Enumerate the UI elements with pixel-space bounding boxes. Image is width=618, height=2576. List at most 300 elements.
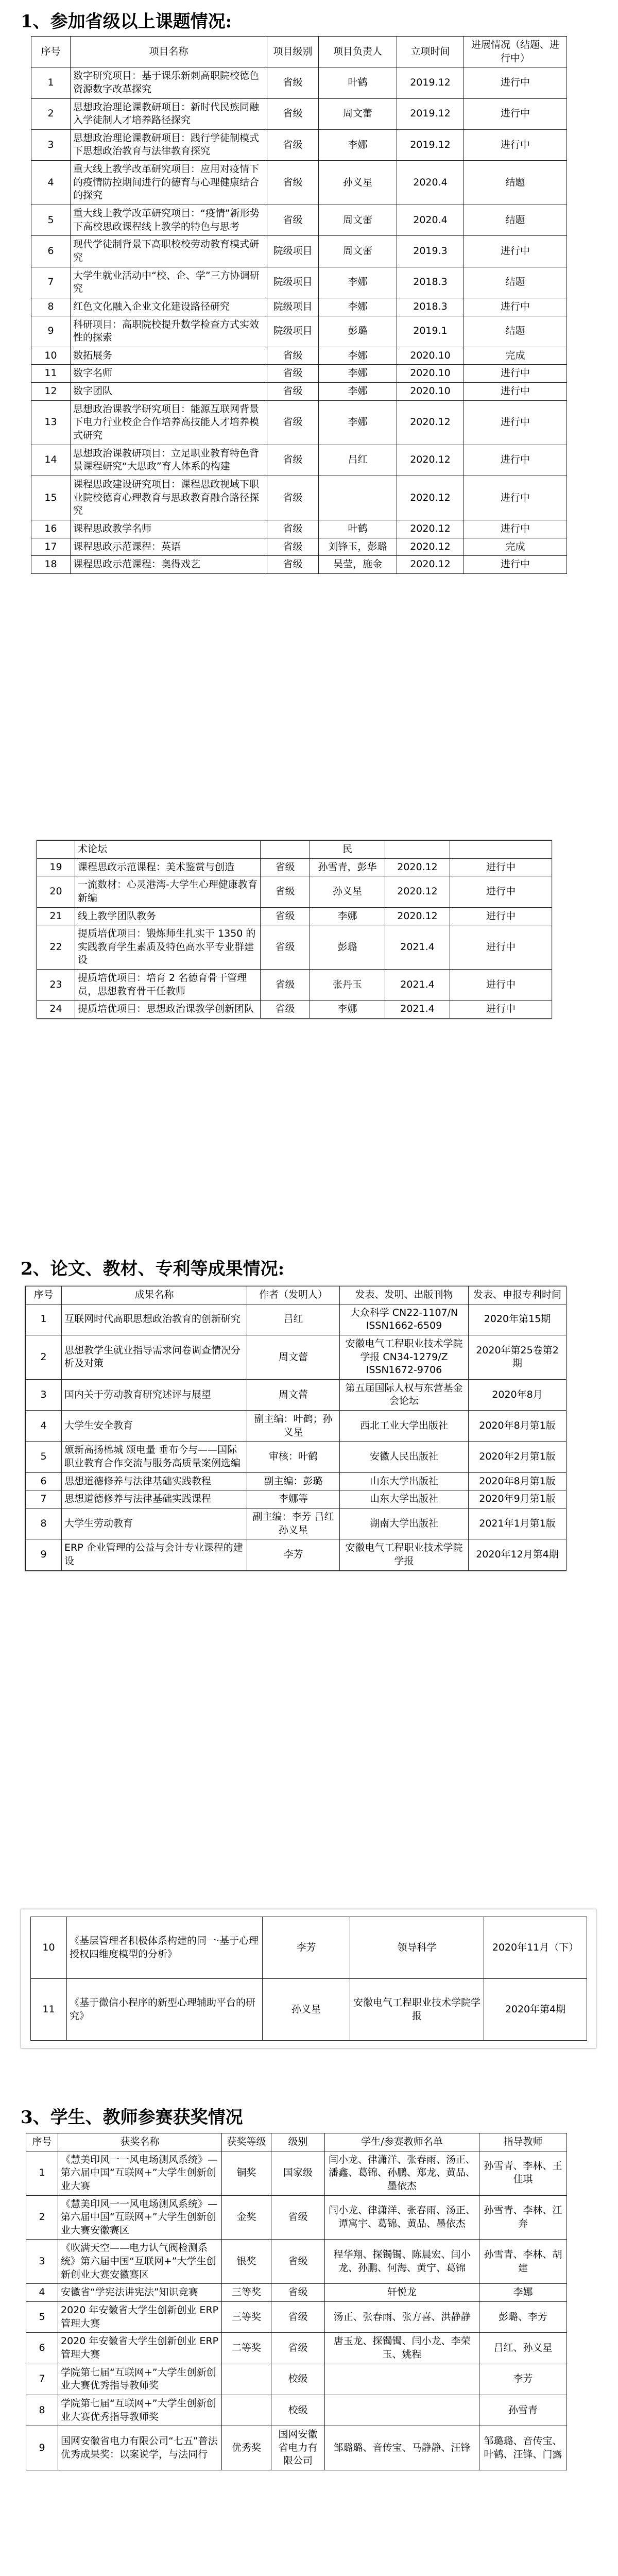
table-row (26, 1472, 566, 1490)
table-cell: 2021.4 (385, 970, 450, 1001)
table-row (31, 161, 567, 205)
table-cell: 省级 (261, 876, 310, 907)
table-cell (319, 476, 397, 520)
table-cell: 课程思政示范课程：美术鉴赏与创造 (75, 858, 261, 876)
table-row (26, 2302, 567, 2333)
table-row (26, 1335, 566, 1379)
table-header-row (31, 37, 567, 67)
column-header: 获奖等级 (222, 2133, 271, 2151)
table-cell: 课程思政建设研究项目：课程思政视域下职业院校德育心理教育与思政教育融合路径探究 (71, 476, 267, 520)
table-cell: 省级 (261, 907, 310, 925)
achievements-table-part-1 (25, 1285, 566, 1571)
table-row (31, 400, 567, 445)
table-cell: 周文蕾 (319, 236, 397, 267)
table-cell: 2020.12 (397, 400, 464, 445)
table-cell: 2020年第15期 (469, 1304, 566, 1335)
table-cell: ERP 企业管理的公益与会计专业课程的建设 (62, 1539, 247, 1570)
table-header-row (26, 1286, 566, 1304)
table-cell: 思想政治理论课教研项目：践行学徒制模式下思想政治教育与法律教育探究 (71, 129, 267, 160)
table-row (37, 841, 552, 859)
table-cell: 李娜 (319, 267, 397, 298)
table-cell: 西北工业大学出版社 (340, 1411, 469, 1442)
table-cell: 思想道德修养与法律基础实践课程 (62, 1490, 247, 1509)
table-row (26, 2240, 567, 2284)
table-cell: 2020年11月（下） (484, 1917, 587, 1979)
table-cell: 2020.10 (397, 347, 464, 365)
table-cell: 8 (26, 1508, 62, 1539)
table-cell: 2020.12 (397, 520, 464, 538)
table-cell: 8 (26, 2395, 58, 2426)
table-cell: 李芳 (479, 2364, 567, 2395)
table-cell: 校级 (271, 2395, 325, 2426)
table-cell: 李娜 (310, 907, 385, 925)
table-cell: 省级 (261, 970, 310, 1001)
table-cell: 院级项目 (267, 316, 319, 347)
table-cell: 周文蕾 (247, 1335, 340, 1379)
table-cell: 进行中 (464, 445, 567, 476)
table-cell: 副主编：叶鹤；孙义星 (247, 1411, 340, 1442)
table-cell: 孙雪青、李林、王佳琪 (479, 2151, 567, 2195)
table-cell: 彭璐 (319, 316, 397, 347)
table-cell: 二等奖 (222, 2333, 271, 2364)
table-cell: 4 (26, 2284, 58, 2302)
table-cell: 李娜 (319, 129, 397, 160)
table-cell: 院级项目 (267, 298, 319, 316)
table-cell: 数字名师 (71, 365, 267, 383)
table-cell: 三等奖 (222, 2302, 271, 2333)
table-cell: 课程思政示范课程：奥得戏艺 (71, 556, 267, 574)
column-header: 获奖名称 (58, 2133, 222, 2151)
table-row (37, 876, 552, 907)
column-header: 项目负责人 (319, 37, 397, 67)
table-cell: 省级 (267, 161, 319, 205)
table-cell: 16 (31, 520, 71, 538)
table-cell: 进行中 (450, 876, 552, 907)
table-cell: 2018.3 (397, 267, 464, 298)
table-cell: 线上教学团队教务 (75, 907, 261, 925)
table-cell: 孙义星 (263, 1979, 350, 2041)
table-cell: 2020年2月第1版 (469, 1442, 566, 1472)
table-row (31, 383, 567, 401)
column-header: 级别 (271, 2133, 325, 2151)
table-cell: 大众科学 CN22-1107/N ISSN1662-6509 (340, 1304, 469, 1335)
table-cell: 孙雪青，彭华 (310, 858, 385, 876)
table-cell: 省级 (267, 347, 319, 365)
table-row (26, 1508, 566, 1539)
table-cell: 术论坛 (75, 841, 261, 859)
table-row (31, 129, 567, 160)
table-cell: 民 (310, 841, 385, 859)
table-cell: 提质培优项目：培育 2 名德育骨干管理员，思想教育骨干任教师 (75, 970, 261, 1001)
table-cell: 进行中 (464, 98, 567, 129)
table-row (31, 538, 567, 556)
table-cell: 省级 (271, 2333, 325, 2364)
table-cell: 完成 (464, 347, 567, 365)
table-cell: 进行中 (450, 970, 552, 1001)
table-cell: 学院第七届“互联网+”大学生创新创业大赛优秀指导教师奖 (58, 2395, 222, 2426)
table-cell: 彭璐、李芳 (479, 2302, 567, 2333)
table-row (31, 205, 567, 236)
table-cell (261, 841, 310, 859)
table-cell: 2019.12 (397, 129, 464, 160)
table-cell: 完成 (464, 538, 567, 556)
column-header: 项目名称 (71, 37, 267, 67)
column-header: 立项时间 (397, 37, 464, 67)
table-cell: 1 (26, 2151, 58, 2195)
table-cell: 2020.12 (397, 538, 464, 556)
table-cell: 副主编：彭璐 (247, 1472, 340, 1490)
table-cell: 2020年8月第1版 (469, 1411, 566, 1442)
table-cell: 2020年12月第4期 (469, 1539, 566, 1570)
table-row (31, 98, 567, 129)
table-cell: 山东大学出版社 (340, 1472, 469, 1490)
table-cell: 14 (31, 445, 71, 476)
table-row (26, 1442, 566, 1472)
table-cell: 红色文化融入企业文化建设路径研究 (71, 298, 267, 316)
table-cell: 10 (31, 1917, 67, 1979)
table-cell (325, 2395, 479, 2426)
achievements-table-part-2 (21, 1909, 596, 2048)
table-cell: 数字团队 (71, 383, 267, 401)
table-cell: 2 (26, 2195, 58, 2240)
table-cell: 21 (37, 907, 75, 925)
table-cell: 2021.4 (385, 1001, 450, 1019)
table-cell: 省级 (267, 383, 319, 401)
table-row (37, 858, 552, 876)
table-row (26, 1539, 566, 1570)
table-row (31, 1917, 587, 1979)
table-row (37, 907, 552, 925)
table-cell: 互联网时代高职思想政治教育的创新研究 (62, 1304, 247, 1335)
table-cell: 6 (31, 236, 71, 267)
table-cell: 6 (26, 2333, 58, 2364)
table-row (26, 1490, 566, 1509)
table-cell: 省级 (267, 400, 319, 445)
table-cell: 副主编：李芳 吕红 孙义星 (247, 1508, 340, 1539)
table-cell: 4 (31, 161, 71, 205)
table-cell: 8 (31, 298, 71, 316)
table-row (26, 2426, 567, 2470)
table-cell: 科研项目：高职院校提升数学检查方式实效性的探索 (71, 316, 267, 347)
table-row (31, 365, 567, 383)
table-cell: 15 (31, 476, 71, 520)
table-cell: 刘锋玉，彭璐 (319, 538, 397, 556)
table-cell (325, 2364, 479, 2395)
table-cell: 进行中 (464, 520, 567, 538)
table-cell: 李娜 (319, 365, 397, 383)
table-cell: 院级项目 (267, 236, 319, 267)
table-cell: 2020.12 (397, 445, 464, 476)
table-cell: 彭璐 (310, 925, 385, 970)
table-cell: 数拓展务 (71, 347, 267, 365)
table-cell: 1 (26, 1304, 62, 1335)
table-cell: 2020.12 (397, 556, 464, 574)
table-cell: 孙义星 (310, 876, 385, 907)
table-cell: 优秀奖 (222, 2426, 271, 2470)
table-row (31, 267, 567, 298)
column-header: 进展情况（结题、进行中） (464, 37, 567, 67)
table-cell: 省级 (267, 520, 319, 538)
table-cell: 省级 (271, 2302, 325, 2333)
table-cell: 李娜 (319, 347, 397, 365)
table-row (31, 67, 567, 98)
table-cell: 进行中 (464, 400, 567, 445)
table-cell: 三等奖 (222, 2284, 271, 2302)
table-cell: 铜奖 (222, 2151, 271, 2195)
table-cell: 2020 年安徽省大学生创新创业 ERP 管理大赛 (58, 2333, 222, 2364)
table-cell: 进行中 (464, 67, 567, 98)
table-cell: 2019.3 (397, 236, 464, 267)
table-cell: 结题 (464, 161, 567, 205)
table-row (31, 298, 567, 316)
table-cell (222, 2395, 271, 2426)
table-cell: 2018.3 (397, 298, 464, 316)
table-cell: 提质培优项目：思想政治课教学创新团队 (75, 1001, 261, 1019)
table-cell: 吕红 (247, 1304, 340, 1335)
table-cell: 提质培优项目：锻炼师生扎实干 1350 的实践教育学生素质及特色高水平专业群建设 (75, 925, 261, 970)
table-cell: 省级 (267, 445, 319, 476)
table-cell: 3 (26, 1379, 62, 1410)
table-cell: 17 (31, 538, 71, 556)
table-cell: 闫小龙、律潇洋、张春雨、汤正、谭寓宇、葛锦、黄品、墨依杰 (325, 2195, 479, 2240)
table-cell: 程华翔、探镯镯、陈晨宏、闫小龙、孙鹏、何海、黄宁、葛锦 (325, 2240, 479, 2284)
table-cell: 《慧美印风一一风电场测风系统》—第六届中国“互联网+”大学生创新创业大赛 (58, 2151, 222, 2195)
table-cell: 2020年第25卷第2期 (469, 1335, 566, 1379)
column-header: 指导教师 (479, 2133, 567, 2151)
table-cell: 李娜等 (247, 1490, 340, 1509)
table-cell: 7 (31, 267, 71, 298)
table-cell: 省级 (267, 538, 319, 556)
table-cell: 2020.4 (397, 205, 464, 236)
table-cell: 周文蕾 (319, 98, 397, 129)
table-cell: 20 (37, 876, 75, 907)
column-header: 学生/参赛教师名单 (325, 2133, 479, 2151)
table-cell: 审核：叶鹤 (247, 1442, 340, 1472)
table-row (26, 1411, 566, 1442)
table-cell: 《吹满天空——电力认气阀检测系统》第六届中国“互联网+”大学生创新创业大赛安徽赛区 (58, 2240, 222, 2284)
table-cell: 11 (31, 365, 71, 383)
table-cell: 省级 (267, 205, 319, 236)
table-cell: 课程思政教学名师 (71, 520, 267, 538)
table-cell: 张丹玉 (310, 970, 385, 1001)
section-1-title: 1、参加省级以上课题情况: (21, 11, 232, 32)
table-cell: 省级 (267, 98, 319, 129)
table-cell: 重大线上教学改革研究项目：“疫情”新形势下高校思政课程线上教学的特色与思考 (71, 205, 267, 236)
table-cell: 国家级 (271, 2151, 325, 2195)
table-cell: 现代学徒制背景下高职校校劳动教育模式研究 (71, 236, 267, 267)
table-cell: 孙雪青、李林、江奔 (479, 2195, 567, 2240)
table-cell: 2020.12 (385, 907, 450, 925)
achievements-table (25, 1286, 566, 1571)
table-cell: 省级 (271, 2240, 325, 2284)
table-cell: 叶鹤 (319, 67, 397, 98)
table-cell: 邹璐璐、音传宝、马静静、汪锋 (325, 2426, 479, 2470)
table-cell: 安徽人民出版社 (340, 1442, 469, 1472)
table-cell: 3 (31, 129, 71, 160)
column-header: 序号 (31, 37, 71, 67)
table-cell: 2019.1 (397, 316, 464, 347)
column-header: 项目级别 (267, 37, 319, 67)
table-row (31, 520, 567, 538)
table-cell: 10 (31, 347, 71, 365)
table-cell: 进行中 (464, 129, 567, 160)
table-cell (385, 841, 450, 859)
table-cell: 进行中 (450, 858, 552, 876)
table-cell: 安徽电气工程职业技术学院学报 CN34-1279/Z ISSN1672-9706 (340, 1335, 469, 1379)
table-row (31, 556, 567, 574)
table-row (37, 925, 552, 970)
awards-table (26, 2133, 567, 2470)
table-cell: 12 (31, 383, 71, 401)
table-cell: 进行中 (464, 298, 567, 316)
section-3-title: 3、学生、教师参赛获奖情况 (21, 2107, 243, 2128)
table-cell: 周文蕾 (247, 1379, 340, 1410)
table-cell: 进行中 (450, 907, 552, 925)
table-cell: 国内关于劳动教育研究述评与展望 (62, 1379, 247, 1410)
table-cell: 李娜 (319, 383, 397, 401)
column-header: 序号 (26, 1286, 62, 1304)
table-cell: 闫小龙、律潇洋、张春雨、汤正、潘鑫、葛锦、孙鹏、郑龙、黄品、墨依杰 (325, 2151, 479, 2195)
table-cell: 湖南大学出版社 (340, 1508, 469, 1539)
table-cell: 省级 (261, 858, 310, 876)
table-cell: 国网安徽省电力有限公司“七五”普法优秀成果奖：以案说学，与法同行 (58, 2426, 222, 2470)
table-cell (450, 841, 552, 859)
table-cell: 安徽电气工程职业技术学院学报 (340, 1539, 469, 1570)
table-cell: 李娜 (310, 1001, 385, 1019)
table-cell: 2020.10 (397, 383, 464, 401)
table-cell: 院级项目 (267, 267, 319, 298)
table-row (31, 1979, 587, 2041)
table-cell: 2020年第4期 (484, 1979, 587, 2041)
table-cell: 大学生就业活动中“校、企、学”三方协调研究 (71, 267, 267, 298)
table-cell (222, 2364, 271, 2395)
table-row (26, 2333, 567, 2364)
table-cell: 省级 (271, 2195, 325, 2240)
table-cell: 9 (26, 1539, 62, 1570)
table-cell: 思想政治课教学研究项目：能源互联网背景下电力行业校企合作培养高技能人才培养模式研究 (71, 400, 267, 445)
table-cell: 省级 (271, 2284, 325, 2302)
table-cell: 孙雪青、李林、胡建 (479, 2240, 567, 2284)
table-cell: 进行中 (464, 476, 567, 520)
table-cell: 结题 (464, 316, 567, 347)
table-cell: 2021.4 (385, 925, 450, 970)
table-cell: 大学生劳动教育 (62, 1508, 247, 1539)
column-header: 作者（发明人） (247, 1286, 340, 1304)
table-cell: 省级 (267, 67, 319, 98)
table-cell: 13 (31, 400, 71, 445)
table-cell: 9 (31, 316, 71, 347)
achievements-table-continued (30, 1917, 587, 2041)
projects-table (31, 36, 567, 574)
table-cell: 金奖 (222, 2195, 271, 2240)
projects-table-continued (37, 840, 552, 1019)
table-cell: 轩悦龙 (325, 2284, 479, 2302)
table-cell: 李娜 (479, 2284, 567, 2302)
column-header: 发表、申报专利时间 (469, 1286, 566, 1304)
table-cell: 课程思政示范课程：英语 (71, 538, 267, 556)
awards-table-part-1 (26, 2133, 566, 2470)
table-cell: 结题 (464, 205, 567, 236)
table-cell: 7 (26, 1490, 62, 1509)
table-row (31, 316, 567, 347)
table-cell: 3 (26, 2240, 58, 2284)
table-cell: 数字研究项目：基于课乐新刺高职院校德色资源数字改革探究 (71, 67, 267, 98)
table-cell: 1 (31, 67, 71, 98)
table-row (37, 1001, 552, 1019)
table-cell: 思想教学生就业指导需求问卷调查情况分析及对策 (62, 1335, 247, 1379)
table-cell: 一流数材：心灵港湾-大学生心理健康教育新编 (75, 876, 261, 907)
table-cell: 国网安徽省电力有限公司 (271, 2426, 325, 2470)
table-cell: 安徽电气工程职业技术学院学报 (350, 1979, 484, 2041)
table-cell (37, 841, 75, 859)
table-cell: 省级 (261, 925, 310, 970)
table-row (26, 2364, 567, 2395)
table-cell: 19 (37, 858, 75, 876)
table-row (31, 445, 567, 476)
table-cell: 李娜 (319, 298, 397, 316)
table-cell: 《基层管理者积极体系构建的同一·基于心理授权四维度模型的分析》 (67, 1917, 263, 1979)
table-cell: 2 (31, 98, 71, 129)
table-cell: 进行中 (464, 236, 567, 267)
table-cell: 2020 年安徽省大学生创新创业 ERP 管理大赛 (58, 2302, 222, 2333)
table-cell: 23 (37, 970, 75, 1001)
table-cell: 李娜 (319, 400, 397, 445)
projects-table-part-1 (31, 36, 566, 574)
table-row (31, 476, 567, 520)
table-cell: 2020.12 (397, 476, 464, 520)
table-cell: 24 (37, 1001, 75, 1019)
table-row (31, 236, 567, 267)
table-cell: 6 (26, 1472, 62, 1490)
table-cell: 2020.12 (385, 858, 450, 876)
table-cell: 2 (26, 1335, 62, 1379)
table-cell: 校级 (271, 2364, 325, 2395)
table-row (26, 2195, 567, 2240)
column-header: 序号 (26, 2133, 58, 2151)
table-cell: 山东大学出版社 (340, 1490, 469, 1509)
table-cell: 结题 (464, 267, 567, 298)
table-cell: 省级 (267, 365, 319, 383)
projects-table-part-2 (36, 840, 552, 1019)
table-cell: 进行中 (450, 1001, 552, 1019)
table-cell: 第五届国际人权与东营基金会论坛 (340, 1379, 469, 1410)
table-cell: 省级 (261, 1001, 310, 1019)
table-cell: 2020.10 (397, 365, 464, 383)
table-cell: 汤正、张春雨、张方喜、洪静静 (325, 2302, 479, 2333)
table-row (26, 2284, 567, 2302)
table-cell: 2020年9月第1版 (469, 1490, 566, 1509)
table-cell: 4 (26, 1411, 62, 1442)
table-cell: 唐玉龙、探镯镯、闫小龙、李荣玉、姚程 (325, 2333, 479, 2364)
table-cell: 学院第七届“互联网+”大学生创新创业大赛优秀指导教师奖 (58, 2364, 222, 2395)
table-row (26, 2151, 567, 2195)
table-header-row (26, 2133, 567, 2151)
table-cell: 颁新高扬棉城 颂电量 垂布今与——国际职业教育合作交流与服务高质量案例选编 (62, 1442, 247, 1472)
table-cell: 2021年1月第1版 (469, 1508, 566, 1539)
table-cell: 5 (31, 205, 71, 236)
table-row (26, 1379, 566, 1410)
table-cell: 《慧美印风一一风电场测风系统》—第六届中国“互联网+”大学生创新创业大赛安徽赛区 (58, 2195, 222, 2240)
column-header: 成果名称 (62, 1286, 247, 1304)
table-cell: 5 (26, 1442, 62, 1472)
table-cell: 重大线上教学改革研究项目：应用对疫情下的疫情防控期间进行的德育与心理健康结合的探究 (71, 161, 267, 205)
table-cell: 孙义星 (319, 161, 397, 205)
table-cell: 吴莹，施金 (319, 556, 397, 574)
table-cell: 2020年8月第1版 (469, 1472, 566, 1490)
table-cell: 2020.4 (397, 161, 464, 205)
table-cell: 省级 (267, 476, 319, 520)
table-cell: 孙雪青 (479, 2395, 567, 2426)
